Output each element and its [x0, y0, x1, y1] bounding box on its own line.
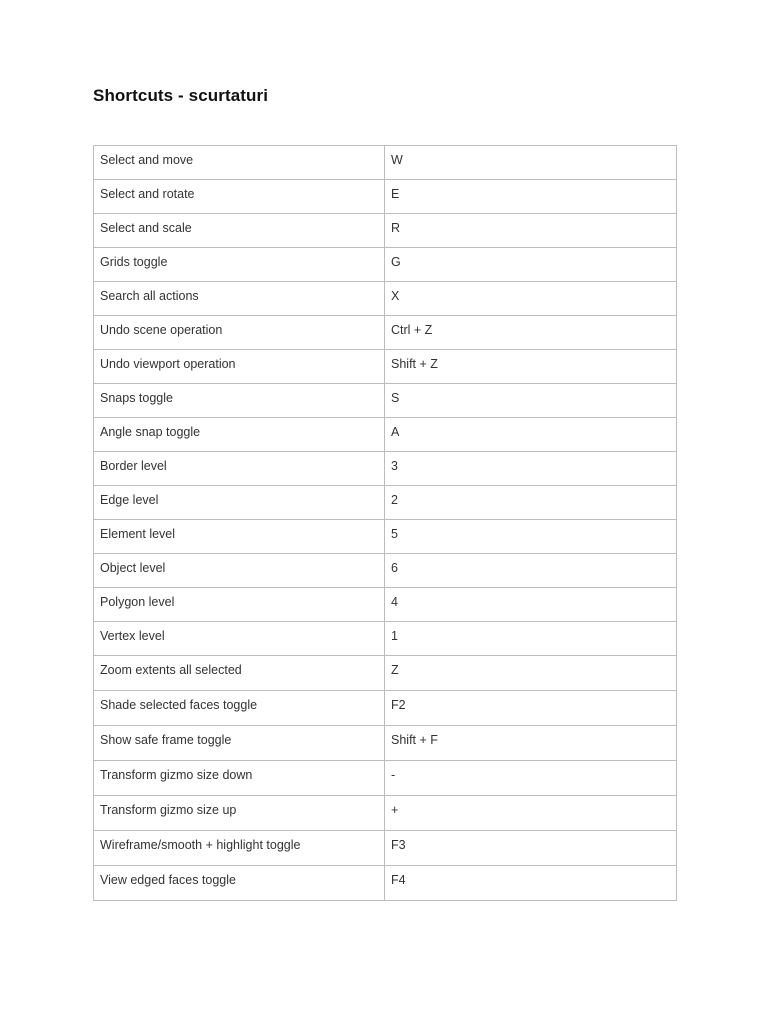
shortcut-action-cell — [94, 248, 385, 282]
shortcut-action-cell — [94, 866, 385, 901]
shortcut-action: Grids toggle — [100, 255, 168, 269]
shortcut-action-cell — [94, 180, 385, 214]
shortcut-key-cell — [385, 588, 677, 622]
shortcut-action: Snaps toggle — [100, 391, 173, 405]
shortcut-key-cell — [385, 691, 677, 726]
table-row — [94, 248, 677, 282]
shortcut-key: - — [391, 768, 396, 782]
shortcut-key: 2 — [391, 493, 398, 507]
shortcut-action-cell — [94, 831, 385, 866]
shortcut-key: Shift + F — [391, 733, 438, 747]
shortcut-action-cell — [94, 761, 385, 796]
shortcut-key: W — [391, 153, 403, 167]
table-row — [94, 520, 677, 554]
shortcut-action-cell — [94, 486, 385, 520]
shortcut-action: Transform gizmo size up — [100, 803, 237, 817]
table-row — [94, 214, 677, 248]
shortcut-action: Undo scene operation — [100, 323, 223, 337]
shortcuts-table-body — [94, 146, 677, 901]
shortcut-action-cell — [94, 520, 385, 554]
shortcut-key-cell — [385, 622, 677, 656]
shortcut-key: 5 — [391, 527, 398, 541]
table-row — [94, 316, 677, 350]
shortcut-action-cell — [94, 452, 385, 486]
shortcut-action: Zoom extents all selected — [100, 663, 242, 677]
table-row — [94, 146, 677, 180]
shortcut-key-cell — [385, 866, 677, 901]
shortcut-key-cell — [385, 418, 677, 452]
shortcut-action-cell — [94, 796, 385, 831]
shortcut-key-cell — [385, 831, 677, 866]
shortcut-action: View edged faces toggle — [100, 873, 236, 887]
shortcut-action: Object level — [100, 561, 166, 575]
shortcut-key: F4 — [391, 873, 406, 887]
shortcut-key-cell — [385, 282, 677, 316]
shortcut-key-cell — [385, 248, 677, 282]
shortcut-action: Select and move — [100, 153, 194, 167]
table-row — [94, 588, 677, 622]
table-row — [94, 866, 677, 901]
shortcut-key-cell — [385, 452, 677, 486]
shortcut-action: Select and scale — [100, 221, 192, 235]
shortcut-key-cell — [385, 180, 677, 214]
table-row — [94, 622, 677, 656]
shortcut-action: Select and rotate — [100, 187, 195, 201]
shortcut-action: Search all actions — [100, 289, 199, 303]
table-row — [94, 831, 677, 866]
shortcut-action-cell — [94, 691, 385, 726]
shortcut-action-cell — [94, 622, 385, 656]
table-row — [94, 656, 677, 691]
shortcut-action: Edge level — [100, 493, 159, 507]
table-row — [94, 554, 677, 588]
page-title: Shortcuts - scurtaturi — [93, 86, 269, 105]
shortcut-action-cell — [94, 146, 385, 180]
shortcut-key: Z — [391, 663, 399, 677]
shortcuts-table — [93, 145, 677, 901]
shortcut-action-cell — [94, 214, 385, 248]
shortcut-key-cell — [385, 796, 677, 831]
shortcut-action: Undo viewport operation — [100, 357, 236, 371]
shortcut-key: R — [391, 221, 401, 235]
shortcut-key: E — [391, 187, 400, 201]
shortcut-action: Shade selected faces toggle — [100, 698, 258, 712]
table-row — [94, 761, 677, 796]
shortcut-key-cell — [385, 520, 677, 554]
shortcut-key-cell — [385, 146, 677, 180]
shortcut-action: Polygon level — [100, 595, 175, 609]
shortcut-action-cell — [94, 656, 385, 691]
shortcut-action: Show safe frame toggle — [100, 733, 232, 747]
shortcut-key: Shift + Z — [391, 357, 438, 371]
shortcut-key: F3 — [391, 838, 406, 852]
shortcut-action-cell — [94, 554, 385, 588]
shortcut-key-cell — [385, 554, 677, 588]
shortcut-action-cell — [94, 282, 385, 316]
shortcut-key: Ctrl + Z — [391, 323, 433, 337]
table-row — [94, 418, 677, 452]
shortcut-action: Element level — [100, 527, 176, 541]
shortcut-action-cell — [94, 350, 385, 384]
table-row — [94, 796, 677, 831]
shortcut-action-cell — [94, 726, 385, 761]
shortcut-key: X — [391, 289, 400, 303]
shortcut-key: + — [391, 803, 399, 817]
table-row — [94, 452, 677, 486]
table-row — [94, 180, 677, 214]
shortcut-key: F2 — [391, 698, 406, 712]
shortcut-key: 1 — [391, 629, 398, 643]
shortcut-key-cell — [385, 384, 677, 418]
shortcut-action-cell — [94, 316, 385, 350]
shortcut-key-cell — [385, 316, 677, 350]
shortcut-action-cell — [94, 588, 385, 622]
shortcut-key-cell — [385, 486, 677, 520]
shortcut-key: G — [391, 255, 401, 269]
shortcut-key: 6 — [391, 561, 398, 575]
shortcut-key: A — [391, 425, 400, 439]
shortcut-key: S — [391, 391, 400, 405]
table-row — [94, 726, 677, 761]
shortcut-key-cell — [385, 656, 677, 691]
shortcut-key: 4 — [391, 595, 398, 609]
shortcut-action-cell — [94, 384, 385, 418]
shortcut-action: Angle snap toggle — [100, 425, 201, 439]
shortcut-key-cell — [385, 214, 677, 248]
shortcut-key: 3 — [391, 459, 398, 473]
table-row — [94, 282, 677, 316]
shortcut-action: Border level — [100, 459, 167, 473]
shortcut-key-cell — [385, 761, 677, 796]
shortcut-key-cell — [385, 726, 677, 761]
table-row — [94, 691, 677, 726]
shortcut-action: Transform gizmo size down — [100, 768, 253, 782]
shortcut-action-cell — [94, 418, 385, 452]
table-row — [94, 486, 677, 520]
shortcut-action: Wireframe/smooth + highlight toggle — [100, 838, 301, 852]
shortcut-key-cell — [385, 350, 677, 384]
shortcut-action: Vertex level — [100, 629, 165, 643]
table-row — [94, 384, 677, 418]
table-row — [94, 350, 677, 384]
